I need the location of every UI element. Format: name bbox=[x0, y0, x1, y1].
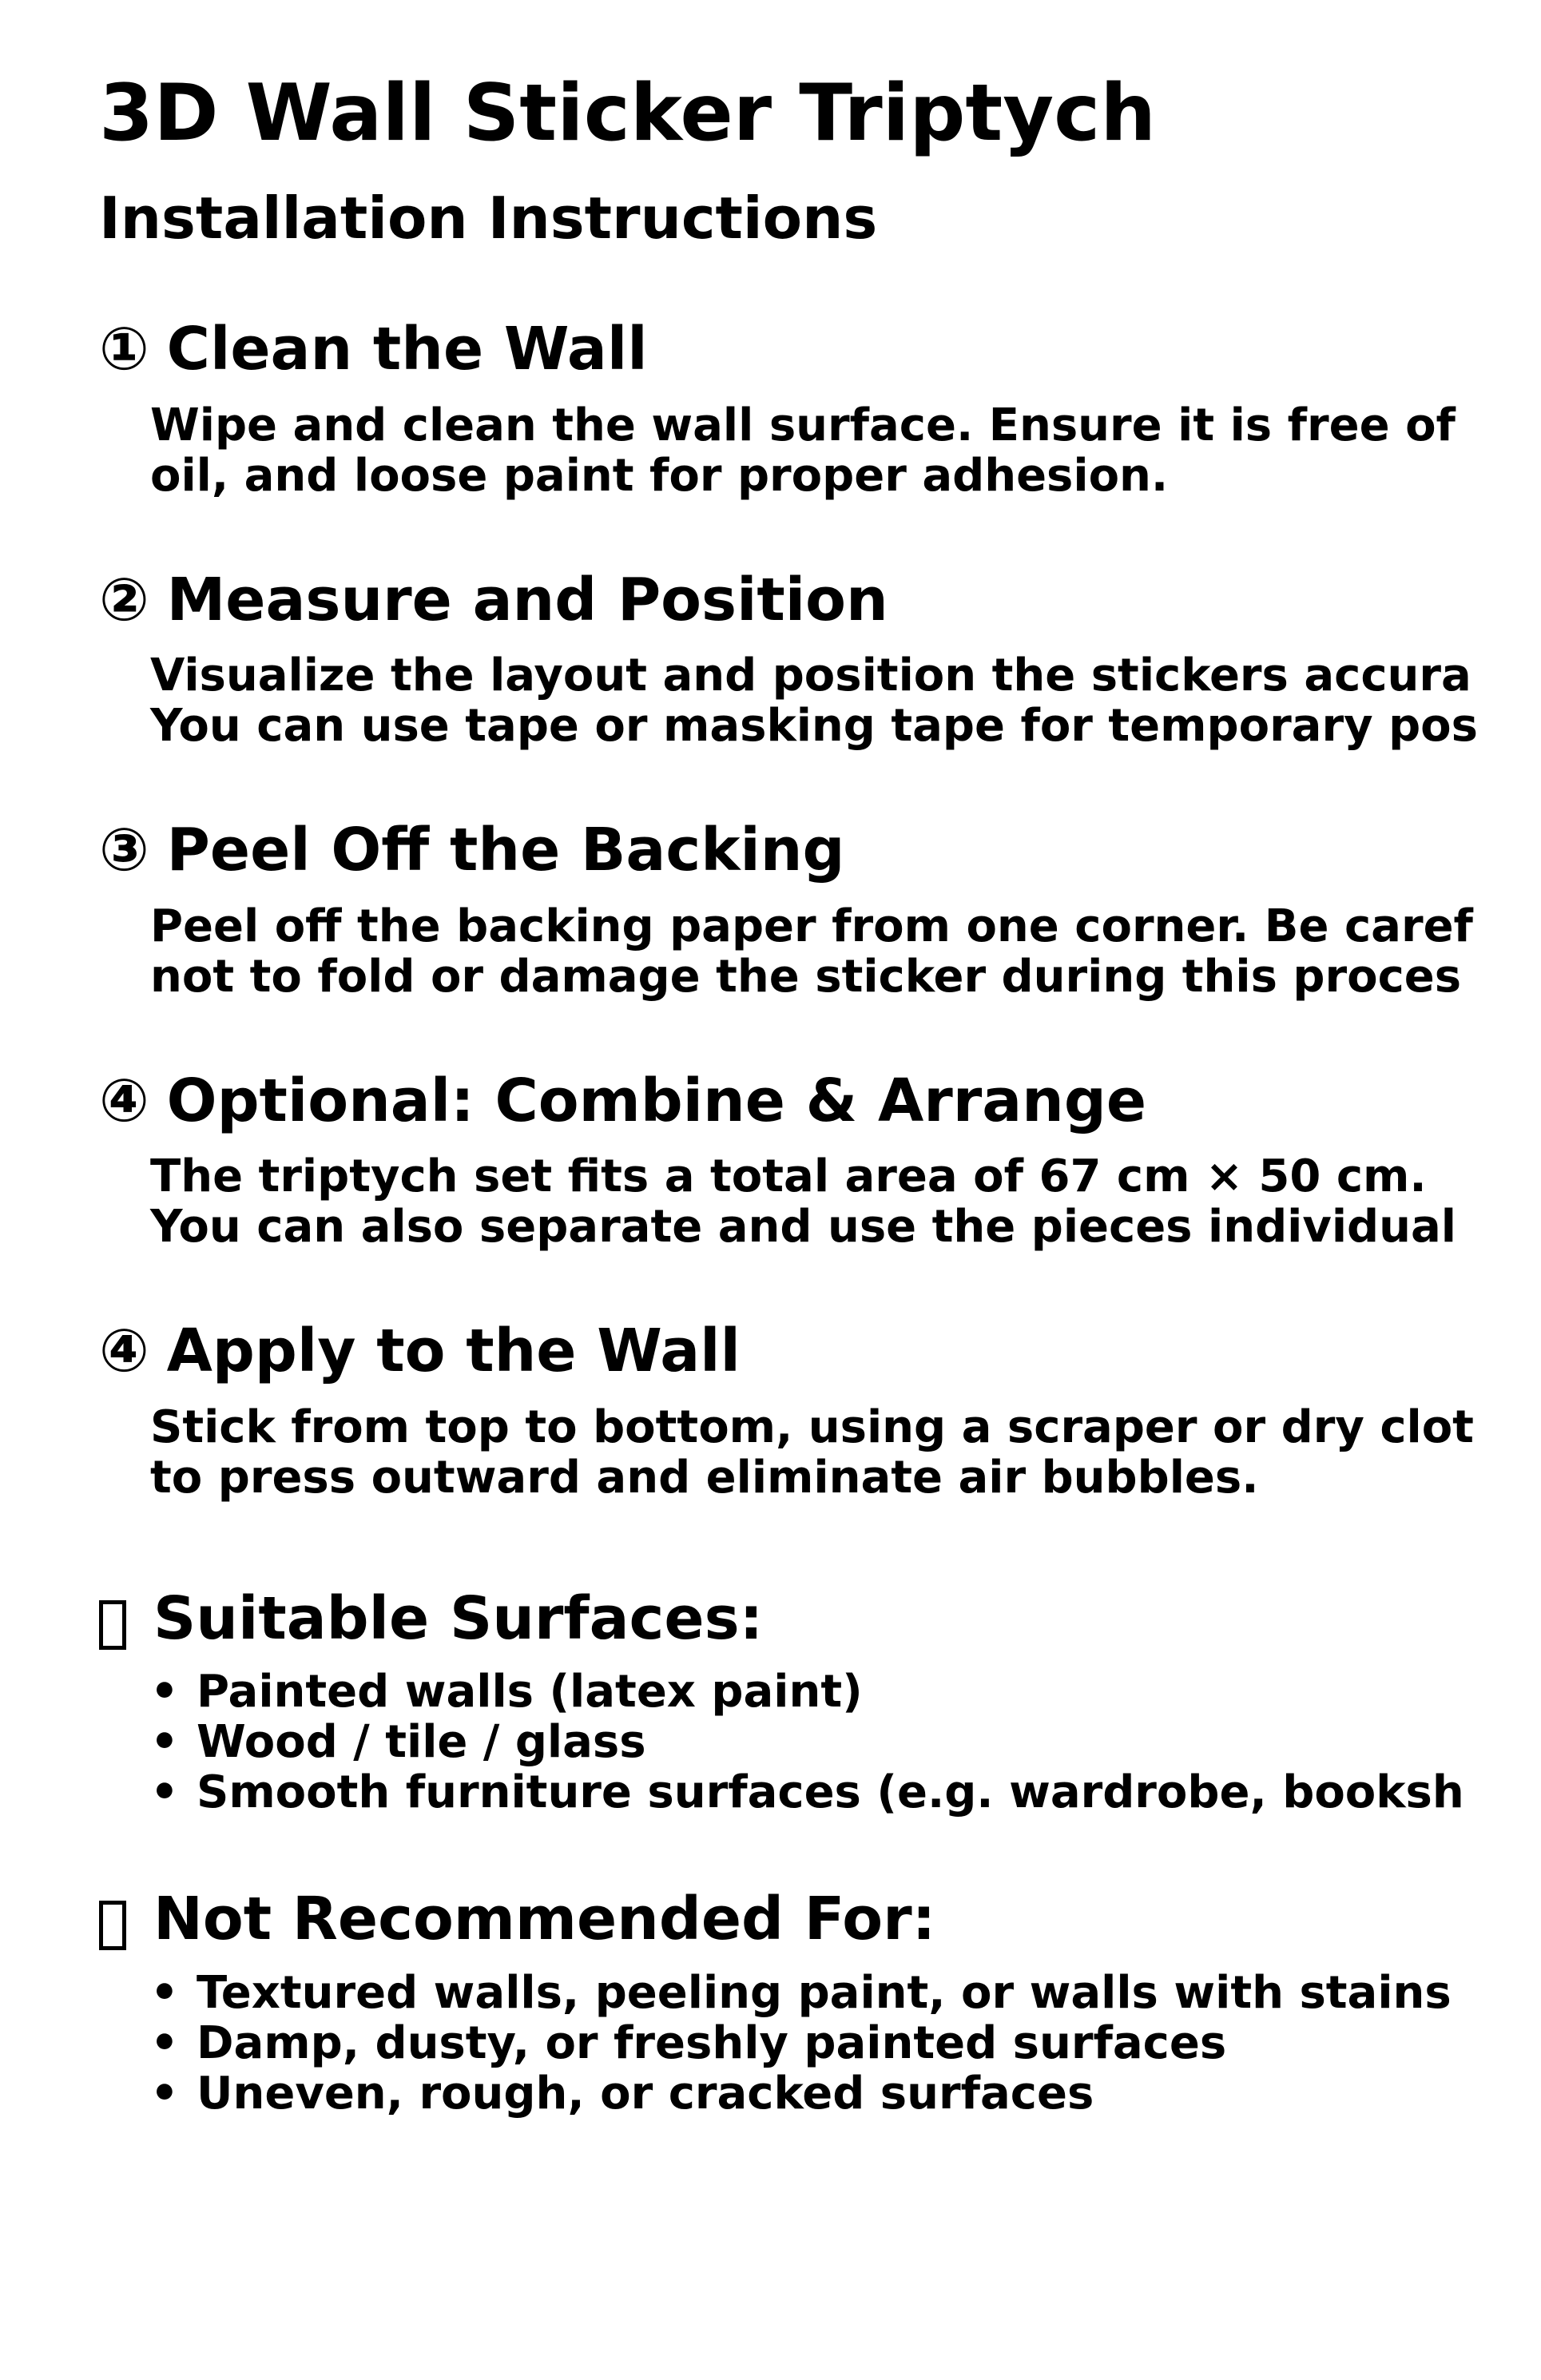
step-4-heading bbox=[99, 1065, 1146, 1137]
missing-glyph-icon bbox=[99, 1600, 126, 1650]
step-4-number: ④ bbox=[99, 1067, 149, 1135]
step-2-line-2: You can use tape or masking tape for temporary pos bbox=[150, 700, 1478, 752]
document-subtitle: Installation Instructions bbox=[99, 185, 878, 252]
step-1-title: Clean the Wall bbox=[166, 315, 648, 383]
not-recommended-title: Not Recommended For: bbox=[153, 1885, 936, 1953]
step-5-line-2: to press outward and eliminate air bubbles. bbox=[150, 1452, 1259, 1504]
not-recommended-list bbox=[150, 1968, 1452, 2119]
step-5-number: ④ bbox=[99, 1317, 149, 1385]
step-3-number: ③ bbox=[99, 816, 149, 884]
step-1-text bbox=[150, 400, 1456, 501]
list-item: • Textured walls, peeling paint, or walls with stains bbox=[150, 1968, 1452, 2018]
list-item: • Smooth furniture surfaces (e.g. wardrobe, booksh bbox=[150, 1767, 1464, 1818]
step-4-text bbox=[150, 1151, 1456, 1252]
step-2-text bbox=[150, 650, 1478, 751]
step-2-title: Measure and Position bbox=[166, 566, 888, 634]
suitable-surfaces-title: Suitable Surfaces: bbox=[153, 1584, 764, 1653]
step-5-heading bbox=[99, 1315, 741, 1387]
step-2-heading bbox=[99, 564, 888, 636]
missing-glyph-icon bbox=[99, 1901, 126, 1950]
step-5-text bbox=[150, 1402, 1474, 1503]
step-5-title: Apply to the Wall bbox=[166, 1317, 741, 1385]
step-3-line-1: Peel off the backing paper from one corner. Be caref bbox=[150, 900, 1473, 952]
step-4-line-1: The triptych set fits a total area of 67 cm × 50 cm. bbox=[150, 1150, 1427, 1202]
step-3-title: Peel Off the Backing bbox=[166, 816, 845, 884]
list-item: • Wood / tile / glass bbox=[150, 1717, 1464, 1767]
list-item: • Damp, dusty, or freshly painted surfaces bbox=[150, 2018, 1452, 2068]
step-3-heading bbox=[99, 814, 844, 886]
step-5-line-1: Stick from top to bottom, using a scraper or dry clot bbox=[150, 1401, 1474, 1453]
step-1-line-1: Wipe and clean the wall surface. Ensure it is free of bbox=[150, 399, 1456, 451]
step-1-line-2: oil, and loose paint for proper adhesion. bbox=[150, 450, 1169, 502]
list-item: • Painted walls (latex paint) bbox=[150, 1667, 1464, 1717]
suitable-surfaces-heading bbox=[99, 1583, 763, 1655]
step-1-heading bbox=[99, 313, 648, 385]
step-2-line-1: Visualize the layout and position the stickers accura bbox=[150, 650, 1471, 701]
step-1-number: ① bbox=[99, 315, 149, 383]
step-3-line-2: not to fold or damage the sticker during this proces bbox=[150, 951, 1462, 1003]
step-4-line-2: You can also separate and use the pieces individual bbox=[150, 1201, 1456, 1253]
suitable-surfaces-list bbox=[150, 1667, 1464, 1818]
list-item: • Uneven, rough, or cracked surfaces bbox=[150, 2068, 1452, 2119]
step-4-title: Optional: Combine & Arrange bbox=[166, 1067, 1147, 1135]
step-2-number: ② bbox=[99, 566, 149, 634]
step-3-text bbox=[150, 901, 1473, 1002]
not-recommended-heading bbox=[99, 1883, 935, 1955]
document-title: 3D Wall Sticker Triptych bbox=[99, 68, 1156, 159]
